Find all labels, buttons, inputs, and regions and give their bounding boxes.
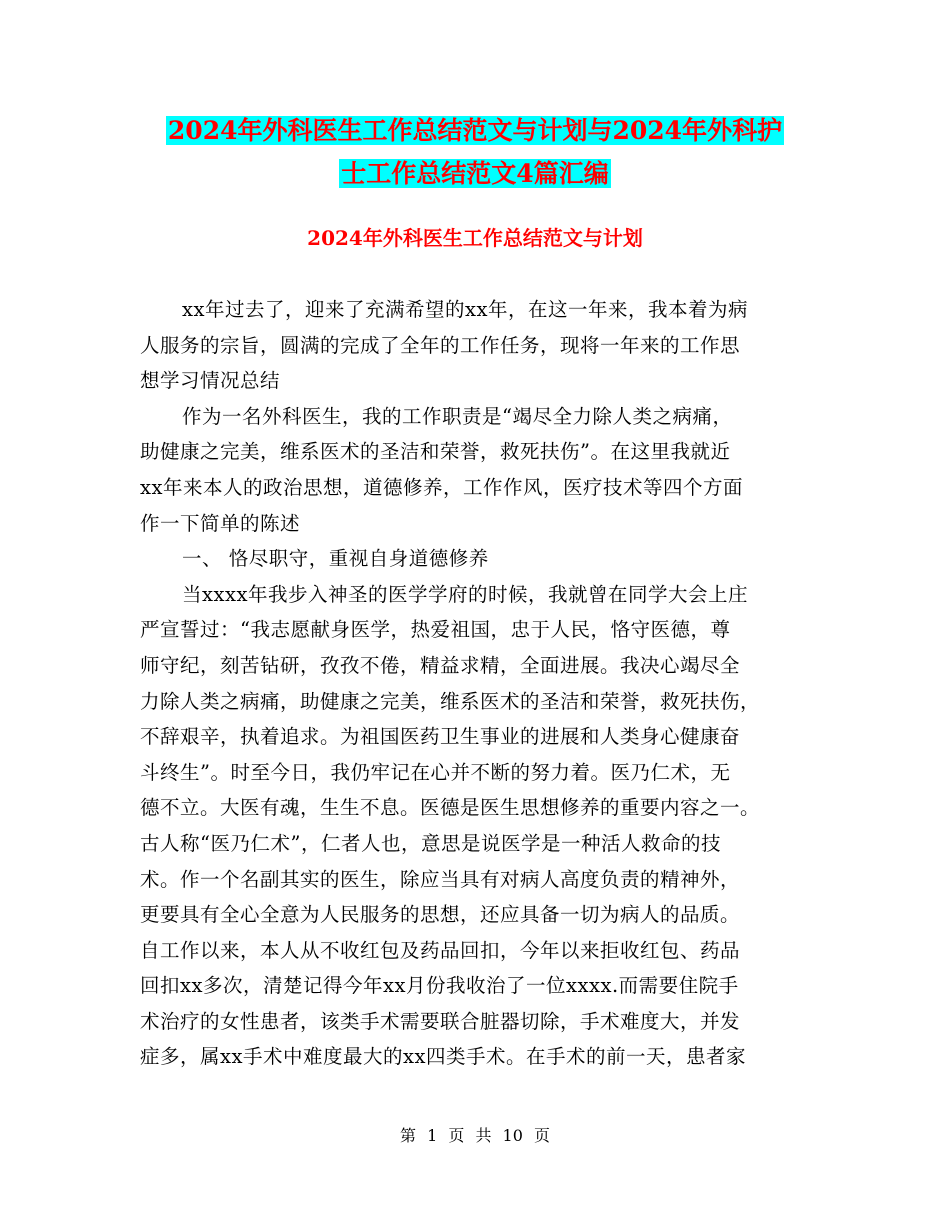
paragraph-line: 术治疗的女性患者，该类手术需要联合脏器切除，手术难度大，并发 xyxy=(140,1009,741,1033)
paragraph-line: 人服务的宗旨，圆满的完成了全年的工作任务，现将一年来的工作思 xyxy=(140,333,741,357)
page-footer: 第 1 页 共 10 页 xyxy=(400,1126,550,1145)
paragraph-line: 不辞艰辛，执着追求。为祖国医药卫生事业的进展和人类身心健康奋 xyxy=(140,725,741,749)
section-title: 2024年外科医生工作总结范文与计划 xyxy=(307,226,643,250)
paragraph-line: 古人称“医乃仁术”，仁者人也，意思是说医学是一种活人救命的技 xyxy=(140,831,721,855)
title-highlight-2: 士工作总结范文4篇汇编 xyxy=(341,159,609,188)
paragraph-line: 作为一名外科医生，我的工作职责是“竭尽全力除人类之病痛， xyxy=(182,404,733,428)
paragraph-line: 师守纪，刻苦钻研，孜孜不倦，精益求精，全面进展。我决心竭尽全 xyxy=(140,653,741,677)
paragraph-line: 自工作以来，本人从不收红包及药品回扣，今年以来拒收红包、药品 xyxy=(140,938,741,962)
paragraph-line: 症多，属xx手术中难度最大的xx四类手术。在手术的前一天，患者家 xyxy=(140,1045,746,1069)
paragraph-line: xx年过去了，迎来了充满希望的xx年，在这一年来，我本着为病 xyxy=(182,298,748,321)
paragraph-line: 当xxxx年我步入神圣的医学学府的时候，我就曾在同学大会上庄 xyxy=(182,582,748,606)
paragraph-line: 作一下简单的陈述 xyxy=(140,511,301,535)
paragraph-line: 力除人类之病痛，助健康之完美，维系医术的圣洁和荣誉，救死扶伤， xyxy=(140,689,761,713)
paragraph-line: 助健康之完美，维系医术的圣洁和荣誉，救死扶伤”。在这里我就近 xyxy=(140,440,731,464)
paragraph-line: 想学习情况总结 xyxy=(140,369,281,393)
paragraph-line: 术。作一个名副其实的医生，除应当具有对病人高度负责的精神外， xyxy=(140,867,741,891)
paragraph-line: 斗终生”。时至今日，我仍牢记在心并不断的努力着。医乃仁术，无 xyxy=(140,760,731,784)
paragraph-line: xx年来本人的政治思想，道德修养，工作作风，医疗技术等四个方面 xyxy=(140,475,743,499)
paragraph-line: 严宣誓过：“我志愿献身医学，热爱祖国，忠于人民，恪守医德，尊 xyxy=(140,618,731,642)
paragraph-line: 回扣xx多次，清楚记得今年xx月份我收治了一位xxxx.而需要住院手 xyxy=(140,974,739,998)
title-highlight-1: 2024年外科医生工作总结范文与计划与2024年外科护 xyxy=(167,116,783,145)
paragraph-line: 更要具有全心全意为人民服务的思想，还应具备一切为病人的品质。 xyxy=(140,903,741,927)
body-text xyxy=(140,292,830,1075)
document-title-line-1 xyxy=(0,110,950,152)
section-heading: 一、 恪尽职守，重视自身道德修养 xyxy=(182,547,489,571)
paragraph-line: 德不立。大医有魂，生生不息。医德是医生思想修养的重要内容之一。 xyxy=(140,796,761,820)
document-title-line-2 xyxy=(0,153,950,195)
